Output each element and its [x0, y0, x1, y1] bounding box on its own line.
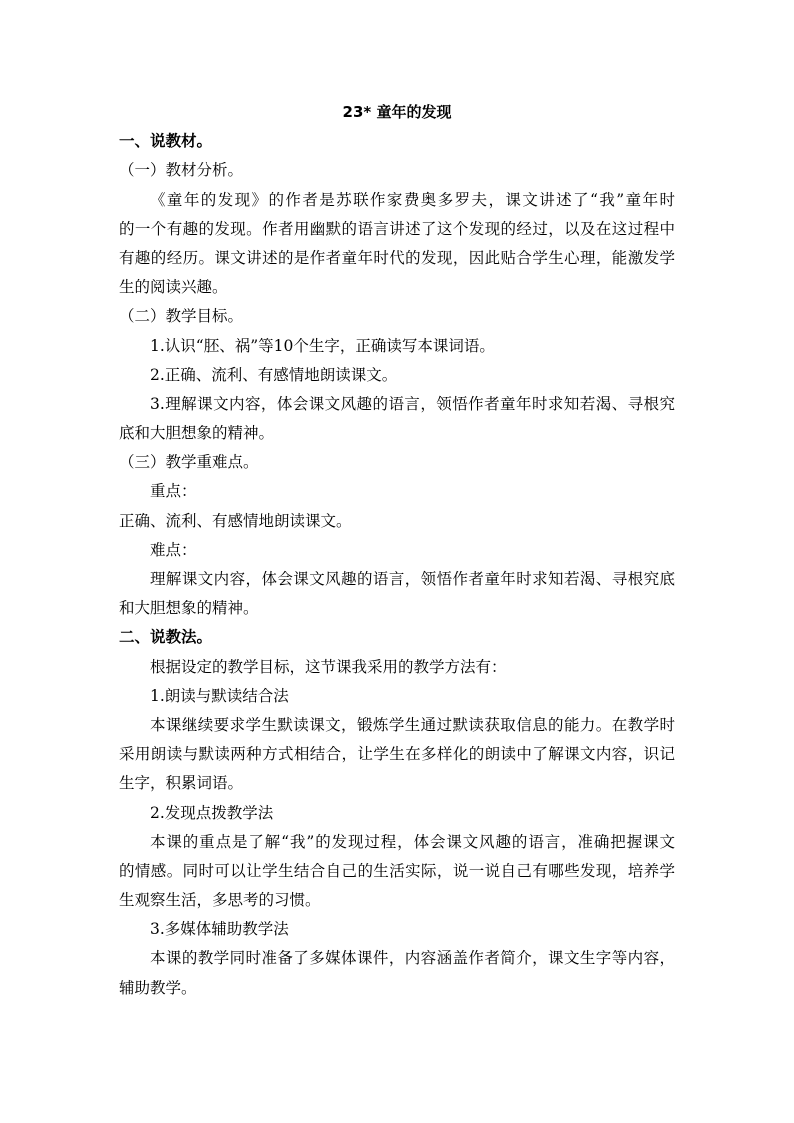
subsection-heading-objectives: （二）教学目标。	[119, 307, 244, 326]
objective-item: 3.理解课文内容，体会课文风趣的语言，领悟作者童年时求知若渴、寻根究	[150, 394, 675, 413]
method-heading: 3.多媒体辅助教学法	[150, 920, 289, 939]
key-point-text: 正确、流利、有感情地朗读课文。	[119, 511, 352, 530]
paragraph-line: 的一个有趣的发现。作者用幽默的语言讲述了这个发现的经过，以及在这过程中	[119, 219, 675, 238]
difficulty-text: 理解课文内容，体会课文风趣的语言，领悟作者童年时求知若渴、寻根究底	[150, 570, 675, 588]
paragraph-line: 和大胆想象的精神。	[119, 599, 259, 618]
objective-item: 1.认识“胚、祸”等10个生字，正确读写本课词语。	[150, 336, 495, 355]
method-heading: 1.朗读与默读结合法	[150, 686, 289, 705]
subsection-heading-key-points: （三）教学重难点。	[119, 453, 259, 472]
key-point-label: 重点：	[150, 482, 197, 501]
paragraph-line: 根据设定的教学目标，这节课我采用的教学方法有：	[150, 657, 507, 676]
document-page	[119, 98, 675, 1003]
section-heading-methods: 二、说教法。	[119, 628, 213, 647]
paragraph-line: 采用朗读与默读两种方式相结合，让学生在多样化的朗读中了解课文内容，识记	[119, 745, 675, 764]
paragraph-line: 本课的重点是了解“我”的发现过程，体会课文风趣的语言，准确把握课文	[150, 832, 675, 851]
paragraph-line: 本课的教学同时准备了多媒体课件，内容涵盖作者简介，课文生字等内容，	[150, 949, 675, 968]
paragraph-line: 辅助教学。	[119, 978, 197, 997]
paragraph-line: 生观察生活，多思考的习惯。	[119, 891, 321, 910]
objective-item: 2.正确、流利、有感情地朗读课文。	[150, 365, 398, 384]
method-heading: 2.发现点拨教学法	[150, 803, 274, 822]
paragraph-line: 的情感。同时可以让学生结合自己的生活实际，说一说自己有哪些发现，培养学	[119, 861, 675, 880]
section-heading-textbook: 一、说教材。	[119, 132, 213, 151]
document-title: 23* 童年的发现	[342, 103, 452, 121]
paragraph-line: 《童年的发现》的作者是苏联作家费奥多罗夫，课文讲述了“我”童年时	[150, 190, 675, 209]
difficulty-label: 难点：	[150, 540, 197, 559]
subsection-heading-analysis: （一）教材分析。	[119, 161, 244, 180]
paragraph-line: 生的阅读兴趣。	[119, 278, 228, 297]
paragraph-line: 底和大胆想象的精神。	[119, 424, 275, 443]
paragraph-line: 生字，积累词语。	[119, 774, 244, 793]
paragraph-line: 有趣的经历。课文讲述的是作者童年时代的发现，因此贴合学生心理，能激发学	[119, 248, 675, 267]
paragraph-line: 本课继续要求学生默读课文，锻炼学生通过默读获取信息的能力。在教学时	[150, 715, 675, 734]
